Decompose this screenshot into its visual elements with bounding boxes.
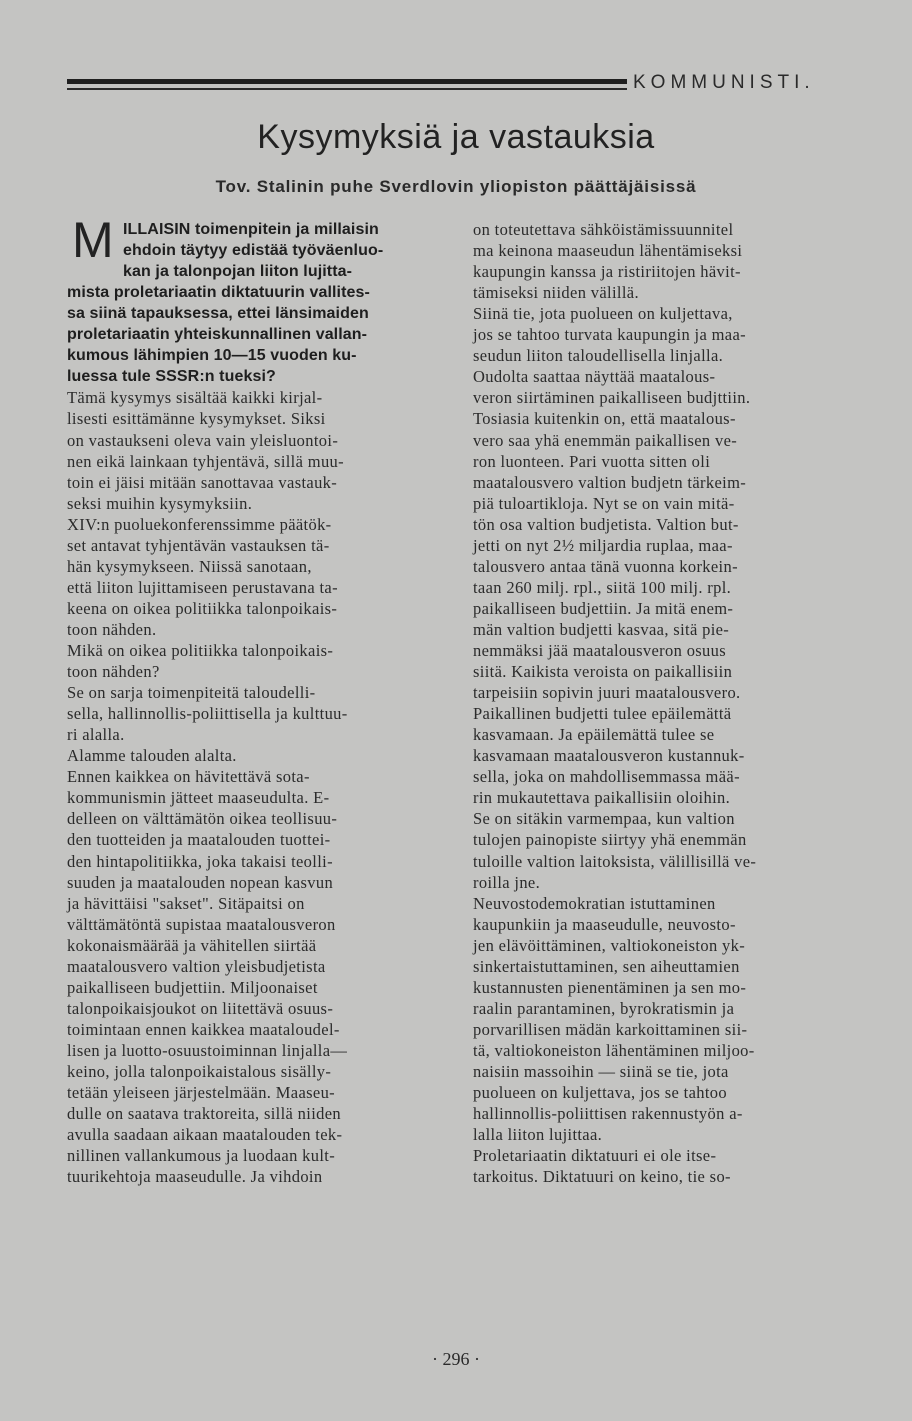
left-column-line: Alamme talouden alalta.: [67, 746, 237, 766]
left-column-line: että liiton lujittamiseen perustavana ta-: [67, 577, 338, 597]
right-column-line: jos se tahtoo turvata kaupungin ja maa-: [473, 325, 746, 345]
left-column-line: kumous lähimpien 10—15 vuoden ku-: [67, 347, 357, 365]
right-column-line: Proletariaatin diktatuuri ei ole itse-: [473, 1146, 717, 1166]
left-column-line: avulla saadaan aikaan maatalouden tek-: [67, 1125, 343, 1145]
right-column-line: sinkertaistuttaminen, sen aiheuttamien: [473, 956, 740, 976]
left-column-line: tuurikehtoja maaseudulle. Ja vihdoin: [67, 1167, 323, 1187]
left-column-line: ILLAISIN toimenpitein ja millaisin: [123, 221, 379, 238]
right-column-line: kaupungin kanssa ja ristiriitojen hävit-: [473, 262, 741, 282]
left-column-line: nillinen vallankumous ja luodaan kult-: [67, 1146, 336, 1166]
article-title: Kysymyksiä ja vastauksia: [257, 118, 655, 156]
right-column-line: kustannusten pienentäminen ja sen mo-: [473, 977, 747, 997]
left-column-line: paikalliseen budjettiin. Miljoonaiset: [67, 977, 318, 997]
right-column-line: hallinnollis-poliittisen rakennustyön a-: [473, 1104, 743, 1124]
right-column-line: tarpeisiin sopivin juuri maatalousvero.: [473, 683, 741, 703]
right-column-line: tön osa valtion budjetista. Valtion but-: [473, 514, 739, 534]
right-column-line: lalla liiton lujittaa.: [473, 1125, 603, 1145]
right-column-line: Tosiasia kuitenkin on, että maatalous-: [473, 409, 736, 429]
left-column-line: luessa tule SSSR:n tueksi?: [67, 368, 276, 386]
left-column-line: ri alalla.: [67, 725, 125, 745]
page-number: · 296 ·: [432, 1349, 480, 1369]
right-column-line: puolueen on kuljettava, jos se tahtoo: [473, 1083, 727, 1103]
left-column-line: toimintaan ennen kaikkea maataloudel-: [67, 1019, 340, 1039]
right-column-line: siitä. Kaikista veroista on paikallisiin: [473, 662, 733, 682]
right-column-line: naisiin massoihin — siinä se tie, jota: [473, 1062, 729, 1081]
left-column-line: kokonaismäärää ja vähitellen siirtää: [67, 935, 317, 955]
left-column-line: Mikä on oikea politiikka talonpoikais-: [67, 641, 334, 660]
header-rule: [67, 79, 627, 84]
left-column-line: mista proletariaatin diktatuurin vallites-: [67, 284, 370, 302]
right-column-line: Neuvostodemokratian istuttaminen: [473, 893, 716, 913]
right-column-line: maatalousvero valtion budjetn tärkeim-: [473, 472, 747, 492]
right-column-line: kasvamaan. Ja epäilemättä tulee se: [473, 725, 715, 745]
right-column-line: Se on sitäkin varmempaa, kun valtion: [473, 809, 735, 829]
left-column-line: nen eikä lainkaan tyhjentävä, sillä muu-: [67, 451, 344, 471]
right-column-line: paikalliseen budjettiin. Ja mitä enem-: [473, 598, 734, 618]
left-column-line: keena on oikea politiikka talonpoikais-: [67, 598, 338, 618]
right-column-line: tämiseksi niiden välillä.: [473, 283, 639, 303]
right-column-line: tulojen painopiste siirtyy yhä enemmän: [473, 830, 747, 850]
left-column-line: lisen ja luotto-osuustoiminnan linjalla—: [67, 1040, 348, 1060]
right-column-line: Paikallinen budjetti tulee epäilemättä: [473, 704, 732, 724]
drop-cap: M: [72, 212, 114, 268]
left-column-line: tetään yleiseen järjestelmään. Maaseu-: [67, 1083, 336, 1103]
left-column-line: den tuotteiden ja maatalouden tuottei-: [67, 830, 331, 850]
right-column-line: Siinä tie, jota puolueen on kuljettava,: [473, 304, 733, 324]
right-column-line: roilla jne.: [473, 872, 541, 892]
right-column-line: rin mukautettava paikallisiin oloihin.: [473, 788, 731, 808]
left-column-line: den hintapolitiikka, joka takaisi teolli-: [67, 851, 333, 871]
right-column-line: ma keinona maaseudun lähentämiseksi: [473, 241, 743, 261]
right-column-line: talousvero antaa tänä vuonna korkein-: [473, 556, 738, 576]
left-column-line: delleen on välttämätön oikea teollisuu-: [67, 809, 338, 829]
right-column-line: on toteutettava sähköistämissuunnitel: [473, 220, 734, 239]
left-column-line: seksi muihin kysymyksiin.: [67, 493, 253, 513]
right-column-line: tuloille valtion laitoksista, välillisillä ve-: [473, 851, 757, 871]
left-column-line: toon nähden?: [67, 662, 160, 682]
left-column-line: set antavat tyhjentävän vastauksen tä-: [67, 535, 330, 555]
right-column-line: kaupunkiin ja maaseudulle, neuvosto-: [473, 914, 736, 934]
left-column-line: maatalousvero valtion yleisbudjetista: [67, 956, 326, 976]
right-column-line: piä tuloartikloja. Nyt se on vain mitä-: [473, 493, 735, 513]
left-column-line: Tämä kysymys sisältää kaikki kirjal-: [67, 388, 323, 408]
left-column-line: ehdoin täytyy edistää työväenluo-: [123, 242, 384, 260]
right-column-line: jetti on nyt 2½ miljardia ruplaa, maa-: [473, 535, 733, 555]
right-column-line: kasvamaan maatalousveron kustannuk-: [473, 746, 745, 766]
left-column-line: suuden ja maatalouden nopean kasvun: [67, 872, 334, 892]
right-column-line: porvarillisen mädän karkoittaminen sii-: [473, 1019, 748, 1039]
left-column-line: sella, hallinnollis-poliittisella ja kulttuu-: [67, 704, 348, 724]
right-column-line: taan 260 milj. rpl., siitä 100 milj. rpl.: [473, 577, 732, 597]
right-column-line: ron luonteen. Pari vuotta sitten oli: [473, 451, 711, 471]
left-column-line: sa siinä tapauksessa, ettei länsimaiden: [67, 305, 369, 323]
left-column-line: ja hävittäisi "sakset". Sitäpaitsi on: [67, 893, 305, 913]
right-column-line: nemmäksi jää maatalousveron osuus: [473, 641, 727, 660]
right-column-line: sella, joka on mahdollisemmassa mää-: [473, 767, 740, 787]
left-column-line: hän kysymykseen. Niissä sanotaan,: [67, 556, 312, 576]
right-column-line: Oudolta saattaa näyttää maatalous-: [473, 367, 716, 387]
left-column-line: välttämätöntä supistaa maatalousveron: [67, 914, 336, 934]
left-column-line: Se on sarja toimenpiteitä taloudelli-: [67, 683, 316, 703]
left-column-line: toin ei jäisi mitään sanottavaa vastauk-: [67, 472, 338, 492]
right-column-line: jen elävöittäminen, valtiokoneiston yk-: [473, 935, 746, 955]
left-column-line: toon nähden.: [67, 619, 157, 639]
left-column-line: lisesti esittämänne kysymykset. Siksi: [67, 409, 326, 429]
right-column-line: seudun liiton taloudellisella linjalla.: [473, 346, 724, 366]
left-column-line: Ennen kaikkea on hävitettävä sota-: [67, 767, 310, 787]
left-column-line: kommunismin jätteet maaseudulta. E-: [67, 788, 330, 808]
left-column-line: XIV:n puoluekonferenssimme päätök-: [67, 514, 332, 534]
left-column-line: dulle on saatava traktoreita, sillä niiden: [67, 1104, 342, 1124]
right-column-line: veron siirtäminen paikalliseen budjttiin.: [473, 388, 751, 408]
right-column-line: vero saa yhä enemmän paikallisen ve-: [473, 430, 738, 450]
right-column-line: män valtion budjetti kasvaa, sitä pie-: [473, 619, 730, 639]
left-column-line: keino, jolla talonpoikaistalous sisälly-: [67, 1062, 332, 1081]
left-column-line: on vastaukseni oleva vain yleisluontoi-: [67, 430, 339, 450]
right-column-line: raalin parantaminen, byrokratismin ja: [473, 998, 735, 1018]
left-column-line: talonpoikaisjoukot on liitettävä osuus-: [67, 998, 334, 1018]
right-column-line: tarkoitus. Diktatuuri on keino, tie so-: [473, 1167, 731, 1187]
magazine-name: KOMMUNISTI.: [633, 72, 815, 93]
left-column-line: proletariaatin yhteiskunnallinen vallan-: [67, 326, 368, 344]
article-subtitle: Tov. Stalinin puhe Sverdlovin yliopiston päättäjäisissä: [215, 177, 697, 196]
right-column-line: tä, valtiokoneiston lähentäminen miljoo-: [473, 1040, 755, 1060]
left-column-line: kan ja talonpojan liiton lujitta-: [123, 263, 353, 281]
